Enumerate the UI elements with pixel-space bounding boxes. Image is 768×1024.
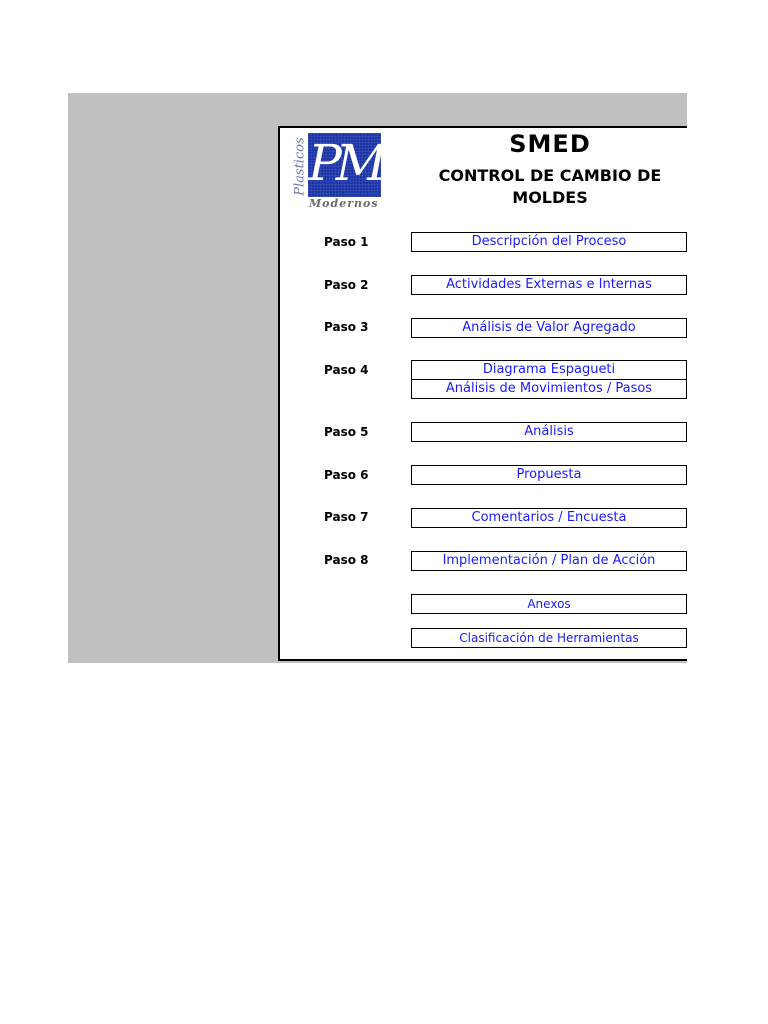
step-label-5: Paso 5 xyxy=(324,425,369,439)
logo-word-bottom: Modernos xyxy=(309,197,379,210)
link-propuesta[interactable]: Propuesta xyxy=(411,465,687,485)
smed-index-sheet xyxy=(278,126,687,661)
step-label-6: Paso 6 xyxy=(324,468,369,482)
link-actividades-externas-internas[interactable]: Actividades Externas e Internas xyxy=(411,275,687,295)
link-clasificacion-herramientas[interactable]: Clasificación de Herramientas xyxy=(411,628,687,648)
page-subtitle: CONTROL DE CAMBIO DE MOLDES xyxy=(438,166,662,207)
link-anexos[interactable]: Anexos xyxy=(411,594,687,614)
step-label-3: Paso 3 xyxy=(324,320,369,334)
page-title: SMED xyxy=(509,130,591,158)
step-label-7: Paso 7 xyxy=(324,510,369,524)
step-label-8: Paso 8 xyxy=(324,553,369,567)
link-analisis[interactable]: Análisis xyxy=(411,422,687,442)
link-descripcion-proceso[interactable]: Descripción del Proceso xyxy=(411,232,687,252)
step-label-2: Paso 2 xyxy=(324,278,369,292)
link-implementacion-plan-accion[interactable]: Implementación / Plan de Acción xyxy=(411,551,687,571)
link-comentarios-encuesta[interactable]: Comentarios / Encuesta xyxy=(411,508,687,528)
logo-monogram: PM xyxy=(308,134,381,192)
link-analisis-valor-agregado[interactable]: Análisis de Valor Agregado xyxy=(411,318,687,338)
logo-word-vertical: Plasticos xyxy=(292,137,308,196)
step-label-4: Paso 4 xyxy=(324,363,369,377)
step-label-1: Paso 1 xyxy=(324,235,369,249)
plasticos-modernos-logo xyxy=(283,131,393,213)
link-analisis-movimientos-pasos[interactable]: Análisis de Movimientos / Pasos xyxy=(411,380,687,399)
link-diagrama-espagueti[interactable]: Diagrama Espagueti xyxy=(411,360,687,380)
